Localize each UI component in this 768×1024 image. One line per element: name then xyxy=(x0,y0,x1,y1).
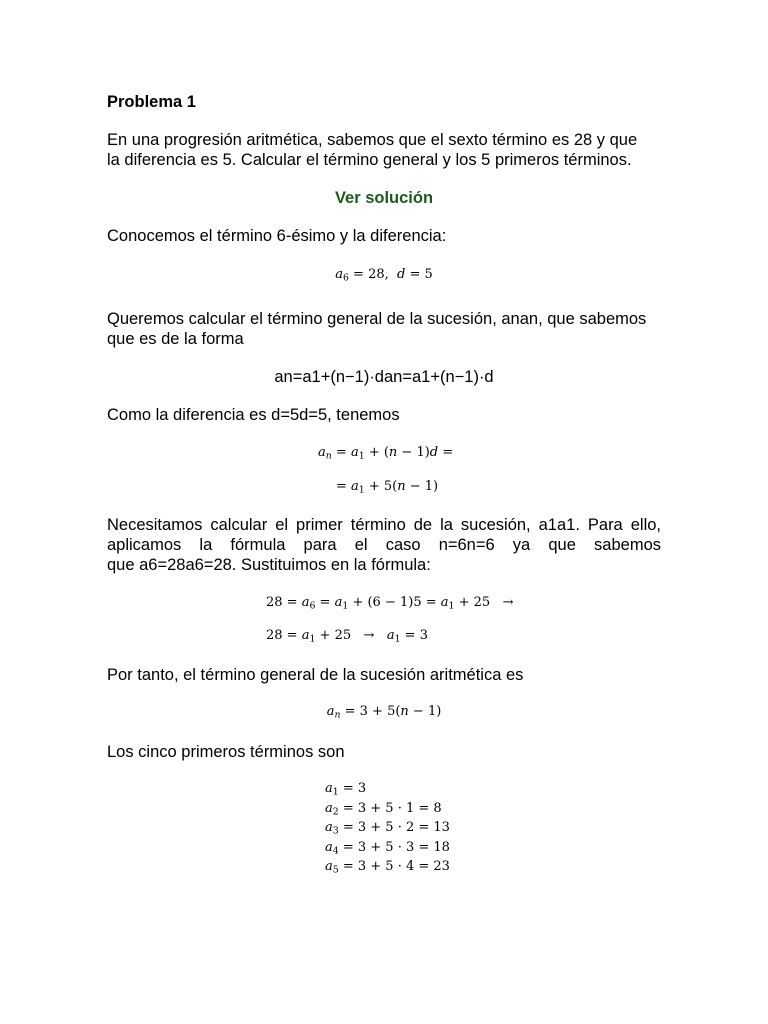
terms-list xyxy=(325,779,450,877)
known-equation: $a_6 = 28$, d = 5 xyxy=(335,267,433,284)
known-intro: Conocemos el término 6-ésimo y la diferencia: xyxy=(107,227,447,245)
first-term-line-1: Necesitamos calcular el primer término de la sucesión, a1a1. Para ello, xyxy=(107,516,661,534)
term-4: $a_4 = 3 + 5 \cdot 3 = 18$ xyxy=(325,839,450,856)
general-formula: an=a1+(n−1)·dan=a1+(n−1)·d xyxy=(274,368,494,386)
solution-link[interactable]: Ver solución xyxy=(334,189,434,207)
first-term-line-2: aplicamos la fórmula para el caso n=6n=6 ya que sabemos xyxy=(107,536,661,554)
terms-intro: Los cinco primeros términos son xyxy=(107,743,345,761)
term-2: $a_2 = 3 + 5 \cdot 1 = 8$ xyxy=(325,800,442,817)
term-3: $a_3 = 3 + 5 \cdot 2 = 13$ xyxy=(325,820,450,837)
result-equation: $a_n = 3 + 5(n - 1)$ xyxy=(326,704,442,721)
an-equation-line-2: = $a_1 + 5(n - 1)$ xyxy=(336,479,439,496)
term-1: $a_1 = 3$ xyxy=(325,781,367,798)
statement-line-1: En una progresión aritmética, sabemos que el sexto término es 28 y que xyxy=(107,131,638,149)
problem-title: Problema 1 xyxy=(107,93,196,111)
statement-line-2: la diferencia es 5. Calcular el término general y los 5 primeros términos. xyxy=(107,151,632,169)
general-intro-line-2: que es de la forma xyxy=(107,330,244,348)
difference-line: Como la diferencia es d=5d=5, tenemos xyxy=(107,406,400,424)
an-equation-line-1: $a_n = a_1 + (n - 1)d$ = xyxy=(318,445,454,462)
first-term-line-3: que a6=28a6=28. Sustituimos en la fórmula: xyxy=(107,556,431,574)
substitution-equation-2: $28 = a_1 + 25 \to a_1 = 3$ xyxy=(266,628,428,645)
general-intro-line-1: Queremos calcular el término general de la sucesión, anan, que sabemos xyxy=(107,310,647,328)
substitution-equation-1: $28 = a_6 = a_1 + (6 - 1)5 = a_1 + 25$ → xyxy=(266,595,514,612)
conclusion-line: Por tanto, el término general de la sucesión aritmética es xyxy=(107,666,524,684)
term-5: $a_5 = 3 + 5 \cdot 4 = 23$ xyxy=(325,859,450,876)
